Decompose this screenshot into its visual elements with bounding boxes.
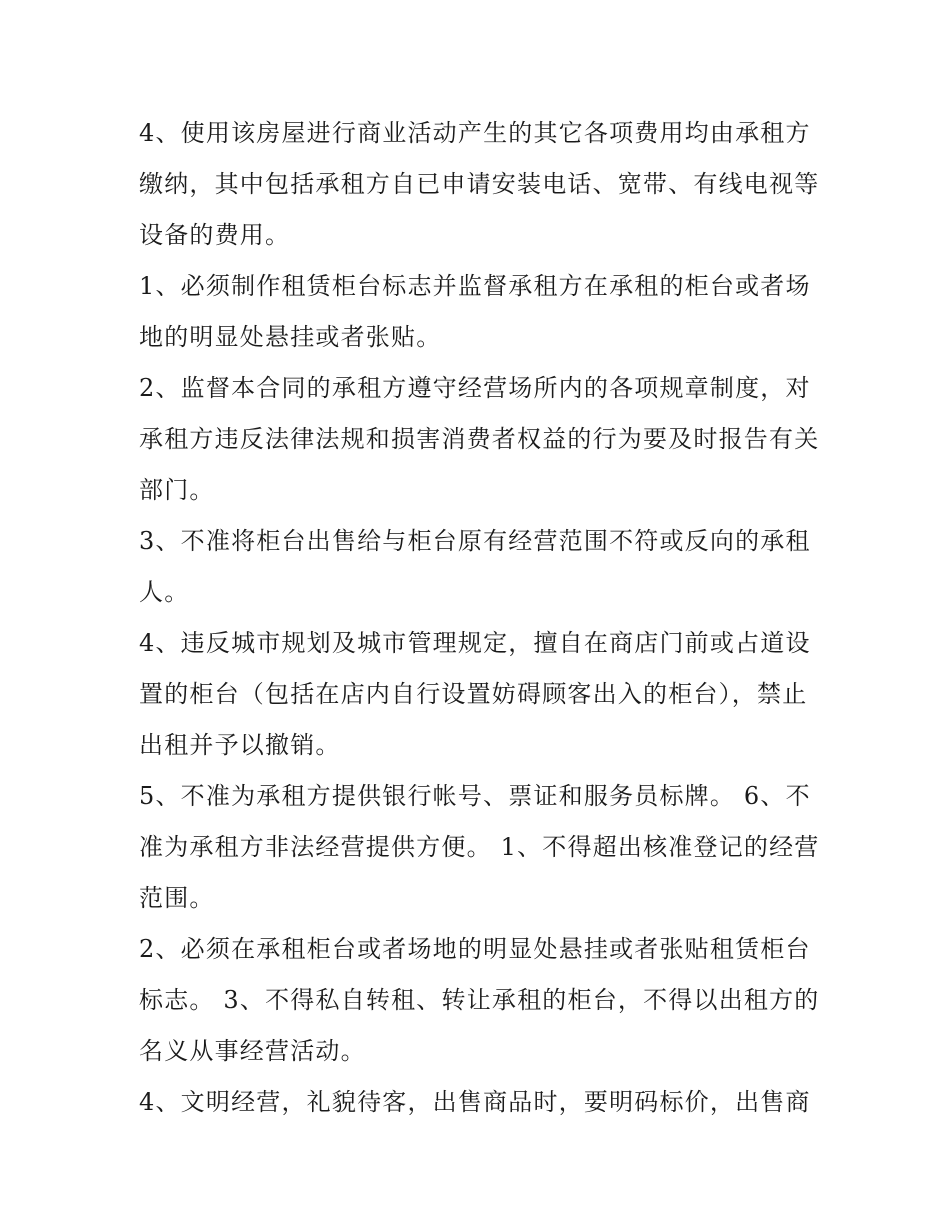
paragraph-3: 2、监督本合同的承租方遵守经营场所内的各项规章制度，对承租方违反法律法规和损害消费者权益的行为要及时报告有关部门。 [139,374,820,504]
paragraph-6: 5、不准为承租方提供银行帐号、票证和服务员标牌。 6、不准为承租方非法经营提供方便。 1、不得超出核准登记的经营范围。 [139,782,820,912]
paragraph-7: 2、必须在承租柜台或者场地的明显处悬挂或者张贴租赁柜台标志。 3、不得私自转租、转让承租的柜台，不得以出租方的名义从事经营活动。 [139,935,820,1065]
paragraph-8: 4、文明经营，礼貌待客，出售商品时，要明码标价，出售商 [139,1088,811,1116]
document-body [139,108,829,1128]
paragraph-2: 1、必须制作租赁柜台标志并监督承租方在承租的柜台或者场地的明显处悬挂或者张贴。 [139,272,811,351]
paragraph-1: 4、使用该房屋进行商业活动产生的其它各项费用均由承租方缴纳，其中包括承租方自已申请安装电话、宽带、有线电视等设备的费用。 [139,119,820,249]
paragraph-5: 4、违反城市规划及城市管理规定，擅自在商店门前或占道设置的柜台（包括在店内自行设置妨碍顾客出入的柜台），禁止出租并予以撤销。 [139,629,811,759]
paragraph-4: 3、不准将柜台出售给与柜台原有经营范围不符或反向的承租人。 [139,527,811,606]
